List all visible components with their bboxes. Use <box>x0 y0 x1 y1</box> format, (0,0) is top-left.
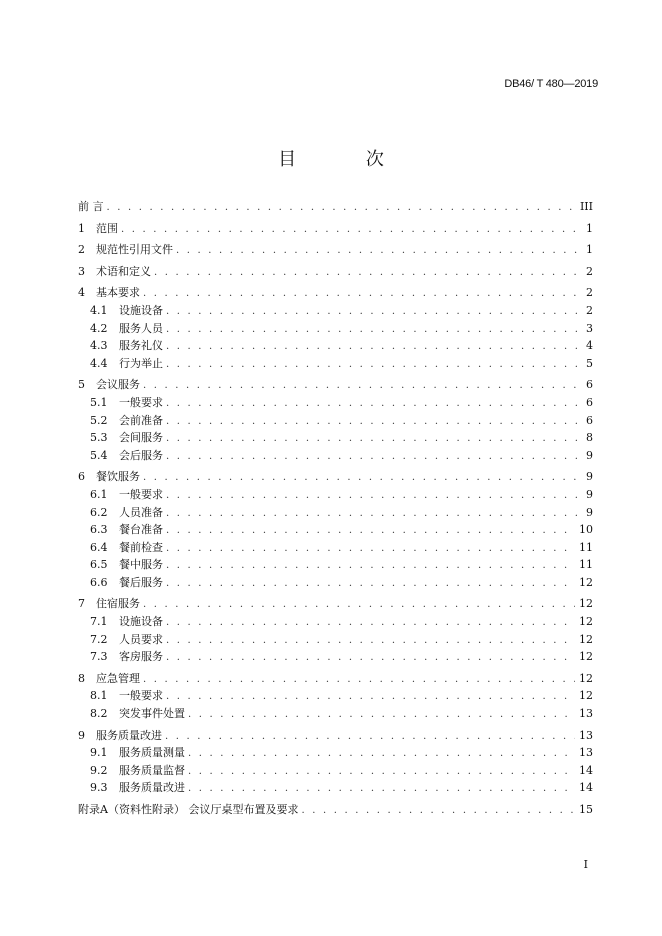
dot-leader <box>143 285 582 303</box>
toc-entry-title: 规范性引用文件 <box>96 243 173 257</box>
toc-subsection-entry[interactable] <box>78 412 593 430</box>
toc-entry-page: 11 <box>579 540 593 554</box>
toc-entry-title: 应急管理 <box>96 671 140 685</box>
toc-entry-title: 服务礼仪 <box>119 339 163 353</box>
toc-entry-title: 设施设备 <box>119 615 163 629</box>
toc-entry-title: 服务人员 <box>119 321 163 335</box>
dot-leader <box>143 671 575 689</box>
toc-entry-page: 5 <box>586 356 593 370</box>
toc-entry-number: 6.4 <box>90 540 108 554</box>
toc-entry[interactable] <box>78 801 593 819</box>
toc-entry-page: 9 <box>586 470 593 484</box>
toc-entry-page: 9 <box>586 448 593 462</box>
toc-subsection-entry[interactable] <box>78 355 593 373</box>
toc-subsection-entry[interactable] <box>78 320 593 338</box>
toc-subsection-entry[interactable] <box>78 762 593 780</box>
toc-entry-title: 餐后服务 <box>119 575 163 589</box>
dot-leader <box>121 221 582 239</box>
toc-entry-number: 7.3 <box>90 650 108 664</box>
dot-leader <box>166 575 575 593</box>
toc-entry-page: 13 <box>579 728 593 742</box>
toc-entry-number: 8.1 <box>90 689 108 703</box>
dot-leader <box>143 469 582 487</box>
toc-entry-number: 6 <box>78 470 85 484</box>
toc-entry-number: 7.1 <box>90 615 108 629</box>
toc-entry-number: 4 <box>78 286 85 300</box>
toc-entry-number: 7.2 <box>90 632 108 646</box>
toc-entry-page: 12 <box>579 632 593 646</box>
toc-entry-number: 6.3 <box>90 523 108 537</box>
toc-entry-number: 9.1 <box>90 746 108 760</box>
toc-entry-title: 服务质量改进 <box>119 781 185 795</box>
toc-entry-title: 一般要求 <box>119 689 163 703</box>
toc-entry-title: 术语和定义 <box>96 264 151 278</box>
toc-entry-number: 1 <box>78 221 85 235</box>
dot-leader <box>166 430 582 448</box>
toc-subsection-entry[interactable] <box>78 631 593 649</box>
toc-entry-page: 14 <box>579 763 593 777</box>
toc-entry-title: 服务质量改进 <box>96 728 162 742</box>
dot-leader <box>166 303 582 321</box>
dot-leader <box>176 242 582 260</box>
toc-entry[interactable] <box>78 376 593 394</box>
toc-entry-title: 人员准备 <box>119 505 163 519</box>
toc-entry-title: 一般要求 <box>119 487 163 501</box>
toc-entry[interactable] <box>78 670 593 688</box>
toc-subsection-entry[interactable] <box>78 648 593 666</box>
toc-entry-page: 12 <box>579 671 593 685</box>
toc-subsection-entry[interactable] <box>78 337 593 355</box>
toc-entry-page: 6 <box>586 395 593 409</box>
dot-leader <box>166 632 575 650</box>
toc-entry-title: 基本要求 <box>96 286 140 300</box>
dot-leader <box>107 199 576 217</box>
toc-entry[interactable] <box>78 220 593 238</box>
toc-entry[interactable] <box>78 263 593 281</box>
toc-entry-number: 4.2 <box>90 321 108 335</box>
dot-leader <box>166 356 582 374</box>
toc-entry[interactable] <box>78 198 593 216</box>
table-of-contents <box>78 198 593 819</box>
toc-entry-number: 5.4 <box>90 448 108 462</box>
page-title: 目 次 <box>278 149 416 170</box>
toc-entry-number: 4.1 <box>90 303 108 317</box>
toc-subsection-entry[interactable] <box>78 705 593 723</box>
dot-leader <box>188 706 575 724</box>
toc-entry-page: 3 <box>586 321 593 335</box>
toc-entry-number: 9.3 <box>90 781 108 795</box>
toc-entry-page: 10 <box>579 523 593 537</box>
toc-entry-page: 9 <box>586 505 593 519</box>
toc-entry[interactable] <box>78 284 593 302</box>
dot-leader <box>166 505 582 523</box>
toc-subsection-entry[interactable] <box>78 394 593 412</box>
dot-leader <box>143 596 575 614</box>
toc-entry-number: 4.4 <box>90 356 108 370</box>
toc-entry-title: 住宿服务 <box>96 597 140 611</box>
dot-leader <box>166 649 575 667</box>
dot-leader <box>301 802 575 820</box>
toc-entry-title: 餐台准备 <box>119 523 163 537</box>
toc-entry-page: 12 <box>579 650 593 664</box>
toc-entry-page: 8 <box>586 431 593 445</box>
toc-entry[interactable] <box>78 727 593 745</box>
toc-entry-title: 设施设备 <box>119 303 163 317</box>
toc-subsection-entry[interactable] <box>78 744 593 762</box>
toc-entry-page: 12 <box>579 597 593 611</box>
toc-entry-page: 2 <box>586 264 593 278</box>
dot-leader <box>166 614 575 632</box>
toc-entry-page: 6 <box>586 413 593 427</box>
toc-entry-title: 会间服务 <box>119 431 163 445</box>
toc-subsection-entry[interactable] <box>78 521 593 539</box>
toc-entry-title: 客房服务 <box>119 650 163 664</box>
dot-leader <box>188 763 575 781</box>
toc-subsection-entry[interactable] <box>78 574 593 592</box>
dot-leader <box>166 540 575 558</box>
toc-entry-title: 服务质量监督 <box>119 763 185 777</box>
toc-entry-page: 2 <box>586 286 593 300</box>
toc-subsection-entry[interactable] <box>78 486 593 504</box>
toc-subsection-entry[interactable] <box>78 779 593 797</box>
toc-entry-title: 会后服务 <box>119 448 163 462</box>
dot-leader <box>166 522 575 540</box>
toc-subsection-entry[interactable] <box>78 556 593 574</box>
toc-entry-page: 4 <box>586 339 593 353</box>
toc-entry[interactable] <box>78 468 593 486</box>
page-number: I <box>583 858 588 871</box>
dot-leader <box>166 338 582 356</box>
toc-entry-number: 3 <box>78 264 85 278</box>
toc-entry-title: 突发事件处置 <box>119 707 185 721</box>
toc-subsection-entry[interactable] <box>78 302 593 320</box>
toc-entry[interactable] <box>78 595 593 613</box>
dot-leader <box>166 395 582 413</box>
document-code: DB46/ T 480—2019 <box>504 78 598 90</box>
toc-entry-number: 4.3 <box>90 339 108 353</box>
toc-entry-title: 行为举止 <box>119 356 163 370</box>
toc-entry-number: 5.1 <box>90 395 108 409</box>
toc-entry-number: 9.2 <box>90 763 108 777</box>
toc-subsection-entry[interactable] <box>78 687 593 705</box>
dot-leader <box>165 728 575 746</box>
toc-entry-title: 会议服务 <box>96 378 140 392</box>
toc-entry-page: 6 <box>586 378 593 392</box>
toc-entry-number: 9 <box>78 728 85 742</box>
toc-entry-page: 13 <box>579 746 593 760</box>
toc-entry-page: 12 <box>579 689 593 703</box>
toc-entry-number: 6.6 <box>90 575 108 589</box>
toc-entry-page: 1 <box>586 221 593 235</box>
toc-entry-page: 9 <box>586 487 593 501</box>
toc-entry-title: 一般要求 <box>119 395 163 409</box>
dot-leader <box>166 487 582 505</box>
toc-entry-page: 11 <box>579 558 593 572</box>
toc-entry-number: 6.5 <box>90 558 108 572</box>
toc-entry-number: 8.2 <box>90 707 108 721</box>
toc-entry-number: 8 <box>78 671 85 685</box>
dot-leader <box>188 745 575 763</box>
toc-subsection-entry[interactable] <box>78 447 593 465</box>
toc-entry-page: 1 <box>586 243 593 257</box>
toc-entry-title: 会前准备 <box>119 413 163 427</box>
dot-leader <box>143 377 582 395</box>
toc-entry-page: 12 <box>579 575 593 589</box>
toc-entry-page: 15 <box>579 803 593 816</box>
toc-entry-title: 范围 <box>96 221 118 235</box>
toc-entry[interactable] <box>78 241 593 259</box>
dot-leader <box>166 413 582 431</box>
toc-entry-number: 2 <box>78 243 85 257</box>
toc-entry-title: 餐中服务 <box>119 558 163 572</box>
toc-entry-number: 6.2 <box>90 505 108 519</box>
toc-entry-page: 14 <box>579 781 593 795</box>
toc-entry-title: 服务质量测量 <box>119 746 185 760</box>
dot-leader <box>166 557 575 575</box>
dot-leader <box>154 264 582 282</box>
toc-entry-title: 前 言 <box>78 200 104 213</box>
dot-leader <box>188 780 575 798</box>
toc-subsection-entry[interactable] <box>78 429 593 447</box>
toc-entry-page: 13 <box>579 707 593 721</box>
toc-entry-number: 5.3 <box>90 431 108 445</box>
toc-entry-title: 附录A（资料性附录） 会议厅桌型布置及要求 <box>78 803 299 816</box>
toc-entry-page: 12 <box>579 615 593 629</box>
toc-entry-number: 5.2 <box>90 413 108 427</box>
toc-entry-number: 7 <box>78 597 85 611</box>
toc-entry-title: 人员要求 <box>119 632 163 646</box>
dot-leader <box>166 688 575 706</box>
toc-subsection-entry[interactable] <box>78 539 593 557</box>
toc-entry-title: 餐前检查 <box>119 540 163 554</box>
toc-subsection-entry[interactable] <box>78 613 593 631</box>
dot-leader <box>166 448 582 466</box>
toc-entry-page: III <box>579 200 593 213</box>
dot-leader <box>166 321 582 339</box>
toc-entry-page: 2 <box>586 303 593 317</box>
toc-entry-title: 餐饮服务 <box>96 470 140 484</box>
toc-entry-number: 6.1 <box>90 487 108 501</box>
toc-subsection-entry[interactable] <box>78 504 593 522</box>
toc-entry-number: 5 <box>78 378 85 392</box>
